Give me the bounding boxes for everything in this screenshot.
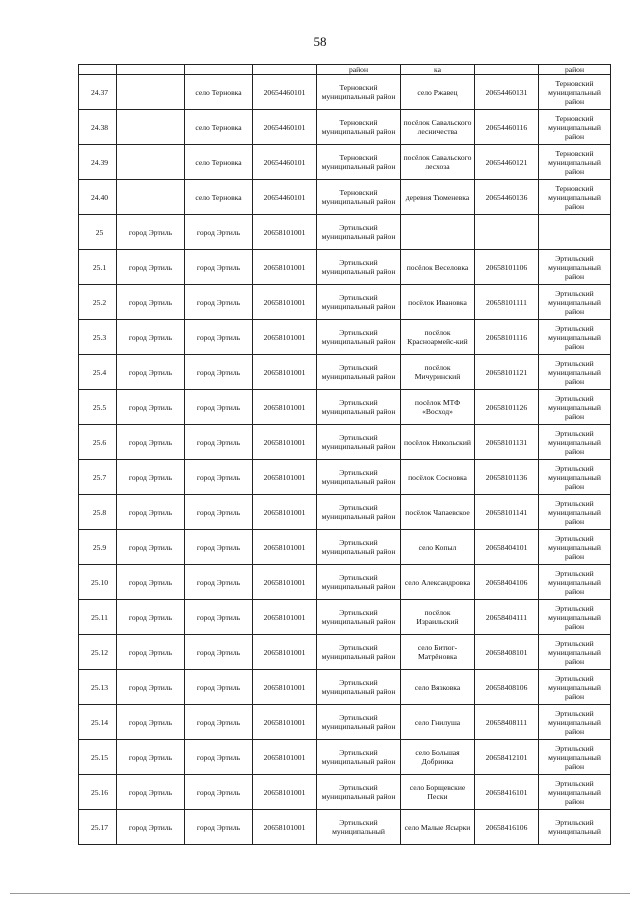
cell-settlement-code: 20658412101 xyxy=(475,740,539,775)
cell-center-code: 20658101001 xyxy=(253,810,317,845)
cell-settlement: посёлок Чапаевское xyxy=(401,495,475,530)
cell-center: город Эртиль xyxy=(185,355,253,390)
cell-center-code: 20654460101 xyxy=(253,145,317,180)
cell-settlement-district: район xyxy=(539,65,611,75)
cell-district: Эртильский муниципальный район xyxy=(317,320,401,355)
cell-settlement-code: 20658404111 xyxy=(475,600,539,635)
cell-district: Эртильский муниципальный район xyxy=(317,670,401,705)
cell-settlement: посёлок Израильский xyxy=(401,600,475,635)
cell-settlement: деревня Тюменевка xyxy=(401,180,475,215)
cell-district: Эртильский муниципальный район xyxy=(317,460,401,495)
cell-number: 25.1 xyxy=(79,250,117,285)
table-row xyxy=(79,110,611,145)
table-row xyxy=(79,530,611,565)
cell-settlement-code: 20658101141 xyxy=(475,495,539,530)
cell-municipality xyxy=(117,145,185,180)
cell-center-code: 20654460101 xyxy=(253,110,317,145)
cell-center-code xyxy=(253,65,317,75)
cell-center-code: 20658101001 xyxy=(253,530,317,565)
cell-settlement: посёлок Веселовка xyxy=(401,250,475,285)
cell-settlement-district: Эртильский муниципальный район xyxy=(539,250,611,285)
cell-center: город Эртиль xyxy=(185,285,253,320)
cell-number: 24.39 xyxy=(79,145,117,180)
cell-center-code: 20658101001 xyxy=(253,635,317,670)
cell-center: город Эртиль xyxy=(185,565,253,600)
cell-center-code: 20658101001 xyxy=(253,460,317,495)
cell-municipality xyxy=(117,110,185,145)
cell-center: город Эртиль xyxy=(185,215,253,250)
cell-district: Терновский муниципальный район xyxy=(317,110,401,145)
cell-municipality: город Эртиль xyxy=(117,425,185,460)
cell-settlement-code: 20658404101 xyxy=(475,530,539,565)
cell-center: город Эртиль xyxy=(185,495,253,530)
cell-number: 25.13 xyxy=(79,670,117,705)
cell-settlement-district: Эртильский муниципальный район xyxy=(539,635,611,670)
table-row xyxy=(79,775,611,810)
cell-municipality: город Эртиль xyxy=(117,495,185,530)
cell-settlement: ка xyxy=(401,65,475,75)
cell-number: 25.17 xyxy=(79,810,117,845)
cell-number: 25.10 xyxy=(79,565,117,600)
cell-number: 24.37 xyxy=(79,75,117,110)
cell-settlement-code: 20658404106 xyxy=(475,565,539,600)
cell-district: Эртильский муниципальный район xyxy=(317,775,401,810)
cell-municipality: город Эртиль xyxy=(117,600,185,635)
cell-municipality: город Эртиль xyxy=(117,670,185,705)
cell-municipality xyxy=(117,75,185,110)
table-row xyxy=(79,705,611,740)
cell-center: село Терновка xyxy=(185,145,253,180)
cell-settlement: село Малые Ясырки xyxy=(401,810,475,845)
cell-municipality: город Эртиль xyxy=(117,810,185,845)
table-row xyxy=(79,425,611,460)
cell-center-code: 20658101001 xyxy=(253,600,317,635)
cell-district: район xyxy=(317,65,401,75)
cell-number: 25.8 xyxy=(79,495,117,530)
cell-district: Эртильский муниципальный район xyxy=(317,740,401,775)
cell-settlement-code: 20654460121 xyxy=(475,145,539,180)
cell-number: 25.7 xyxy=(79,460,117,495)
settlement-table xyxy=(78,64,611,845)
cell-settlement-district: Эртильский муниципальный район xyxy=(539,775,611,810)
cell-settlement: село Ржавец xyxy=(401,75,475,110)
cell-center-code: 20658101001 xyxy=(253,320,317,355)
cell-center-code: 20654460101 xyxy=(253,75,317,110)
cell-settlement: село Александровка xyxy=(401,565,475,600)
cell-center-code: 20658101001 xyxy=(253,390,317,425)
cell-center: город Эртиль xyxy=(185,775,253,810)
cell-number: 25.16 xyxy=(79,775,117,810)
table-row-continuation xyxy=(79,65,611,75)
cell-settlement-district: Эртильский муниципальный район xyxy=(539,670,611,705)
table-row xyxy=(79,145,611,180)
cell-municipality: город Эртиль xyxy=(117,250,185,285)
cell-center-code: 20658101001 xyxy=(253,425,317,460)
cell-center: город Эртиль xyxy=(185,460,253,495)
cell-center: город Эртиль xyxy=(185,250,253,285)
cell-number: 25.15 xyxy=(79,740,117,775)
cell-settlement-district: Эртильский муниципальный район xyxy=(539,425,611,460)
table-row xyxy=(79,75,611,110)
table-row xyxy=(79,460,611,495)
cell-number xyxy=(79,65,117,75)
cell-district: Терновский муниципальный район xyxy=(317,75,401,110)
cell-number: 25.6 xyxy=(79,425,117,460)
cell-settlement-code: 20654460136 xyxy=(475,180,539,215)
cell-settlement-district: Эртильский муниципальный район xyxy=(539,740,611,775)
cell-municipality xyxy=(117,65,185,75)
cell-settlement-code: 20654460116 xyxy=(475,110,539,145)
cell-number: 25.5 xyxy=(79,390,117,425)
cell-number: 25.4 xyxy=(79,355,117,390)
cell-settlement-district: Терновский муниципальный район xyxy=(539,110,611,145)
cell-settlement: село Гнилуша xyxy=(401,705,475,740)
cell-center: город Эртиль xyxy=(185,740,253,775)
cell-center-code: 20658101001 xyxy=(253,215,317,250)
table-row xyxy=(79,215,611,250)
cell-settlement-code: 20658408101 xyxy=(475,635,539,670)
cell-municipality: город Эртиль xyxy=(117,320,185,355)
cell-municipality: город Эртиль xyxy=(117,565,185,600)
cell-district: Эртильский муниципальный район xyxy=(317,705,401,740)
table-row xyxy=(79,285,611,320)
cell-number: 25.12 xyxy=(79,635,117,670)
table-row xyxy=(79,600,611,635)
cell-settlement-code: 20658101126 xyxy=(475,390,539,425)
cell-center-code: 20658101001 xyxy=(253,670,317,705)
cell-settlement: посёлок Мичуринский xyxy=(401,355,475,390)
cell-center: село Терновка xyxy=(185,75,253,110)
table-body xyxy=(79,65,611,845)
cell-center-code: 20658101001 xyxy=(253,565,317,600)
cell-settlement: посёлок Савальского лесхоза xyxy=(401,145,475,180)
cell-center: город Эртиль xyxy=(185,425,253,460)
cell-settlement-district: Эртильский муниципальный район xyxy=(539,530,611,565)
cell-number: 25.14 xyxy=(79,705,117,740)
cell-district: Терновский муниципальный район xyxy=(317,180,401,215)
cell-settlement-district: Эртильский муниципальный район xyxy=(539,460,611,495)
table-row xyxy=(79,390,611,425)
table-row xyxy=(79,355,611,390)
cell-municipality: город Эртиль xyxy=(117,635,185,670)
table-row xyxy=(79,670,611,705)
page-bottom-rule xyxy=(10,893,630,894)
cell-municipality: город Эртиль xyxy=(117,355,185,390)
cell-center xyxy=(185,65,253,75)
cell-center-code: 20658101001 xyxy=(253,495,317,530)
cell-settlement-code: 20654460131 xyxy=(475,75,539,110)
table-row xyxy=(79,180,611,215)
cell-district: Эртильский муниципальный район xyxy=(317,215,401,250)
cell-center-code: 20658101001 xyxy=(253,775,317,810)
cell-settlement: село Вязковка xyxy=(401,670,475,705)
cell-center: город Эртиль xyxy=(185,810,253,845)
cell-center-code: 20658101001 xyxy=(253,355,317,390)
cell-settlement-code: 20658101111 xyxy=(475,285,539,320)
cell-municipality: город Эртиль xyxy=(117,215,185,250)
cell-settlement-district: Эртильский муниципальный район xyxy=(539,285,611,320)
cell-center-code: 20658101001 xyxy=(253,705,317,740)
cell-settlement-code: 20658408111 xyxy=(475,705,539,740)
cell-settlement: посёлок Сосновка xyxy=(401,460,475,495)
cell-center-code: 20658101001 xyxy=(253,250,317,285)
table-row xyxy=(79,250,611,285)
cell-district: Эртильский муниципальный район xyxy=(317,285,401,320)
cell-center-code: 20658101001 xyxy=(253,740,317,775)
cell-municipality: город Эртиль xyxy=(117,285,185,320)
cell-settlement-district: Эртильский муниципальный район xyxy=(539,355,611,390)
cell-district: Эртильский муниципальный район xyxy=(317,495,401,530)
cell-center: село Терновка xyxy=(185,180,253,215)
cell-number: 25.9 xyxy=(79,530,117,565)
cell-settlement-code: 20658408106 xyxy=(475,670,539,705)
cell-settlement-code: 20658416101 xyxy=(475,775,539,810)
cell-center: город Эртиль xyxy=(185,670,253,705)
cell-municipality: город Эртиль xyxy=(117,530,185,565)
cell-settlement-district: Эртильский муниципальный район xyxy=(539,565,611,600)
table-row xyxy=(79,565,611,600)
cell-settlement xyxy=(401,215,475,250)
cell-district: Эртильский муниципальный район xyxy=(317,565,401,600)
cell-settlement-district: Эртильский муниципальный район xyxy=(539,495,611,530)
cell-center: село Терновка xyxy=(185,110,253,145)
cell-district: Эртильский муниципальный xyxy=(317,810,401,845)
cell-number: 25.2 xyxy=(79,285,117,320)
cell-settlement-code xyxy=(475,65,539,75)
cell-center-code: 20654460101 xyxy=(253,180,317,215)
cell-settlement-district: Эртильский муниципальный район xyxy=(539,705,611,740)
cell-center: город Эртиль xyxy=(185,705,253,740)
cell-settlement-code: 20658416106 xyxy=(475,810,539,845)
cell-settlement: село Битюг-Матрёновка xyxy=(401,635,475,670)
cell-settlement-code: 20658101136 xyxy=(475,460,539,495)
cell-district: Эртильский муниципальный район xyxy=(317,635,401,670)
cell-settlement-district xyxy=(539,215,611,250)
cell-settlement-district: Эртильский муниципальный район xyxy=(539,320,611,355)
cell-settlement-district: Терновский муниципальный район xyxy=(539,75,611,110)
cell-center: город Эртиль xyxy=(185,320,253,355)
cell-settlement-code: 20658101121 xyxy=(475,355,539,390)
cell-center: город Эртиль xyxy=(185,635,253,670)
cell-settlement-district: Терновский муниципальный район xyxy=(539,145,611,180)
cell-settlement: село Большая Добринка xyxy=(401,740,475,775)
cell-center: город Эртиль xyxy=(185,600,253,635)
cell-number: 25.3 xyxy=(79,320,117,355)
cell-settlement: посёлок МТФ «Восход» xyxy=(401,390,475,425)
cell-center-code: 20658101001 xyxy=(253,285,317,320)
cell-settlement-district: Эртильский муниципальный район xyxy=(539,600,611,635)
cell-district: Эртильский муниципальный район xyxy=(317,600,401,635)
cell-district: Эртильский муниципальный район xyxy=(317,250,401,285)
cell-district: Терновский муниципальный район xyxy=(317,145,401,180)
table-row xyxy=(79,810,611,845)
cell-settlement: село Копыл xyxy=(401,530,475,565)
cell-settlement: посёлок Красноармейс-кий xyxy=(401,320,475,355)
cell-center: город Эртиль xyxy=(185,390,253,425)
cell-number: 25 xyxy=(79,215,117,250)
cell-district: Эртильский муниципальный район xyxy=(317,530,401,565)
cell-number: 24.40 xyxy=(79,180,117,215)
cell-municipality: город Эртиль xyxy=(117,460,185,495)
cell-municipality: город Эртиль xyxy=(117,705,185,740)
cell-settlement-code: 20658101116 xyxy=(475,320,539,355)
cell-settlement: посёлок Никольский xyxy=(401,425,475,460)
table-row xyxy=(79,740,611,775)
cell-settlement: посёлок Савальского лесничества xyxy=(401,110,475,145)
page-number: 58 xyxy=(313,34,327,49)
cell-settlement-district: Терновский муниципальный район xyxy=(539,180,611,215)
cell-center: город Эртиль xyxy=(185,530,253,565)
cell-district: Эртильский муниципальный район xyxy=(317,390,401,425)
table-row xyxy=(79,635,611,670)
cell-municipality: город Эртиль xyxy=(117,775,185,810)
cell-settlement-district: Эртильский муниципальный xyxy=(539,810,611,845)
table-row xyxy=(79,320,611,355)
cell-settlement: село Борщевские Пески xyxy=(401,775,475,810)
cell-district: Эртильский муниципальный район xyxy=(317,425,401,460)
cell-settlement-code xyxy=(475,215,539,250)
cell-number: 25.11 xyxy=(79,600,117,635)
cell-municipality: город Эртиль xyxy=(117,390,185,425)
cell-number: 24.38 xyxy=(79,110,117,145)
cell-municipality: город Эртиль xyxy=(117,740,185,775)
cell-municipality xyxy=(117,180,185,215)
cell-settlement-code: 20658101131 xyxy=(475,425,539,460)
cell-district: Эртильский муниципальный район xyxy=(317,355,401,390)
table-row xyxy=(79,495,611,530)
cell-settlement-code: 20658101106 xyxy=(475,250,539,285)
cell-settlement: посёлок Ивановка xyxy=(401,285,475,320)
cell-settlement-district: Эртильский муниципальный район xyxy=(539,390,611,425)
